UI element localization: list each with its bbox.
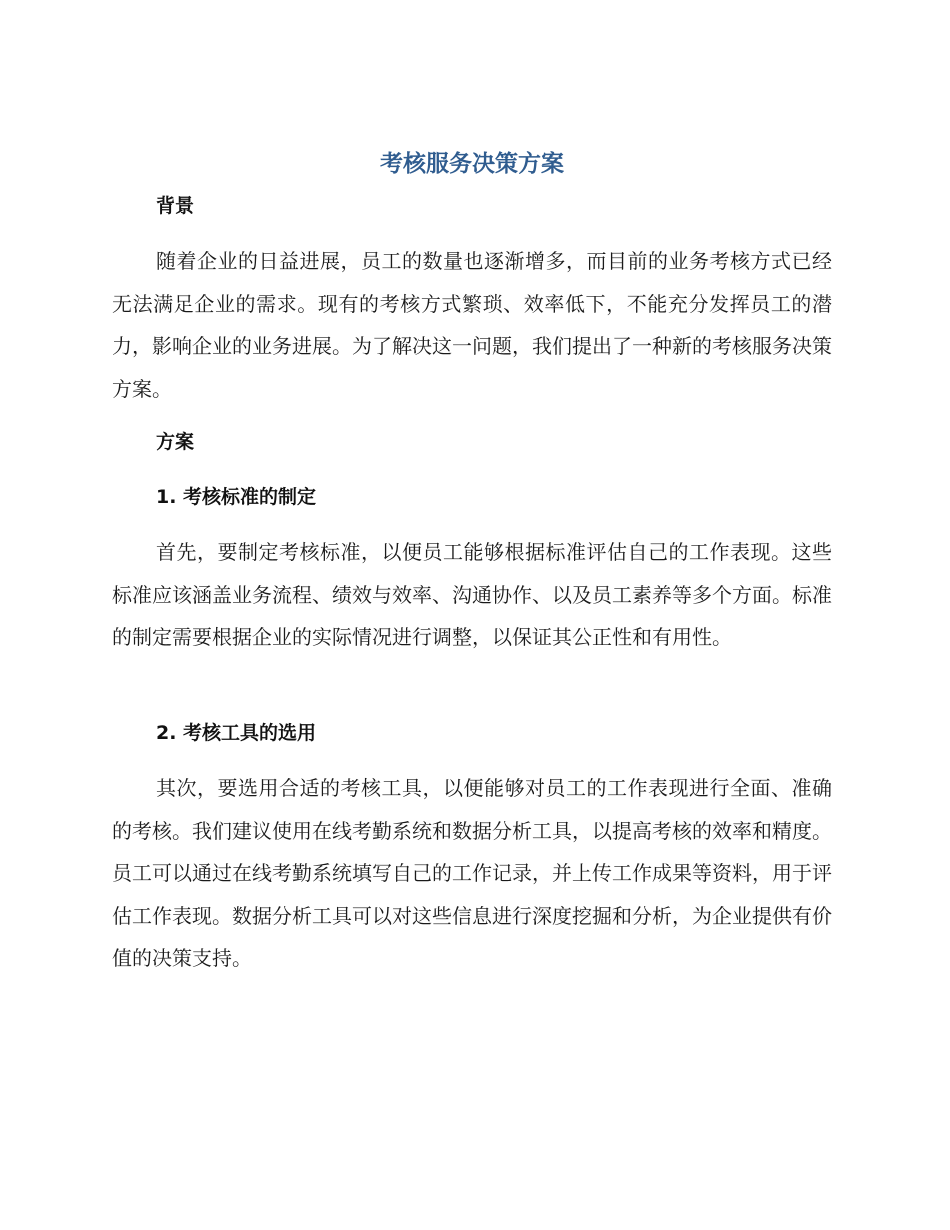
section-heading-standards: 1. 考核标准的制定 — [156, 486, 317, 508]
section-heading-tools: 2. 考核工具的选用 — [156, 722, 317, 744]
paragraph-standards: 首先，要制定考核标准，以便员工能够根据标准评估自己的工作表现。这些标准应该涵盖业务流程、绩效与效率、沟通协作、以及员工素养等多个方面。标准的制定需要根据企业的实际情况进行调整，以保证其公正性和有用性。 — [112, 540, 832, 649]
section-heading-background: 背景 — [156, 195, 195, 217]
document-title: 考核服务决策方案 — [380, 151, 564, 177]
section-heading-plan: 方案 — [156, 431, 195, 453]
paragraph-tools: 其次，要选用合适的考核工具，以便能够对员工的工作表现进行全面、准确的考核。我们建议使用在线考勤系统和数据分析工具，以提高考核的效率和精度。员工可以通过在线考勤系统填写自己的工作记录，并上传工作成果等资料，用于评估工作表现。数据分析工具可以对这些信息进行深度挖掘和分析，为企业提供有价值的决策支持。 — [112, 776, 832, 970]
paragraph-background: 随着企业的日益进展，员工的数量也逐渐增多，而目前的业务考核方式已经无法满足企业的需求。现有的考核方式繁琐、效率低下，不能充分发挥员工的潜力，影响企业的业务进展。为了解决这一问题，我们提出了一种新的考核服务决策方案。 — [112, 249, 832, 401]
